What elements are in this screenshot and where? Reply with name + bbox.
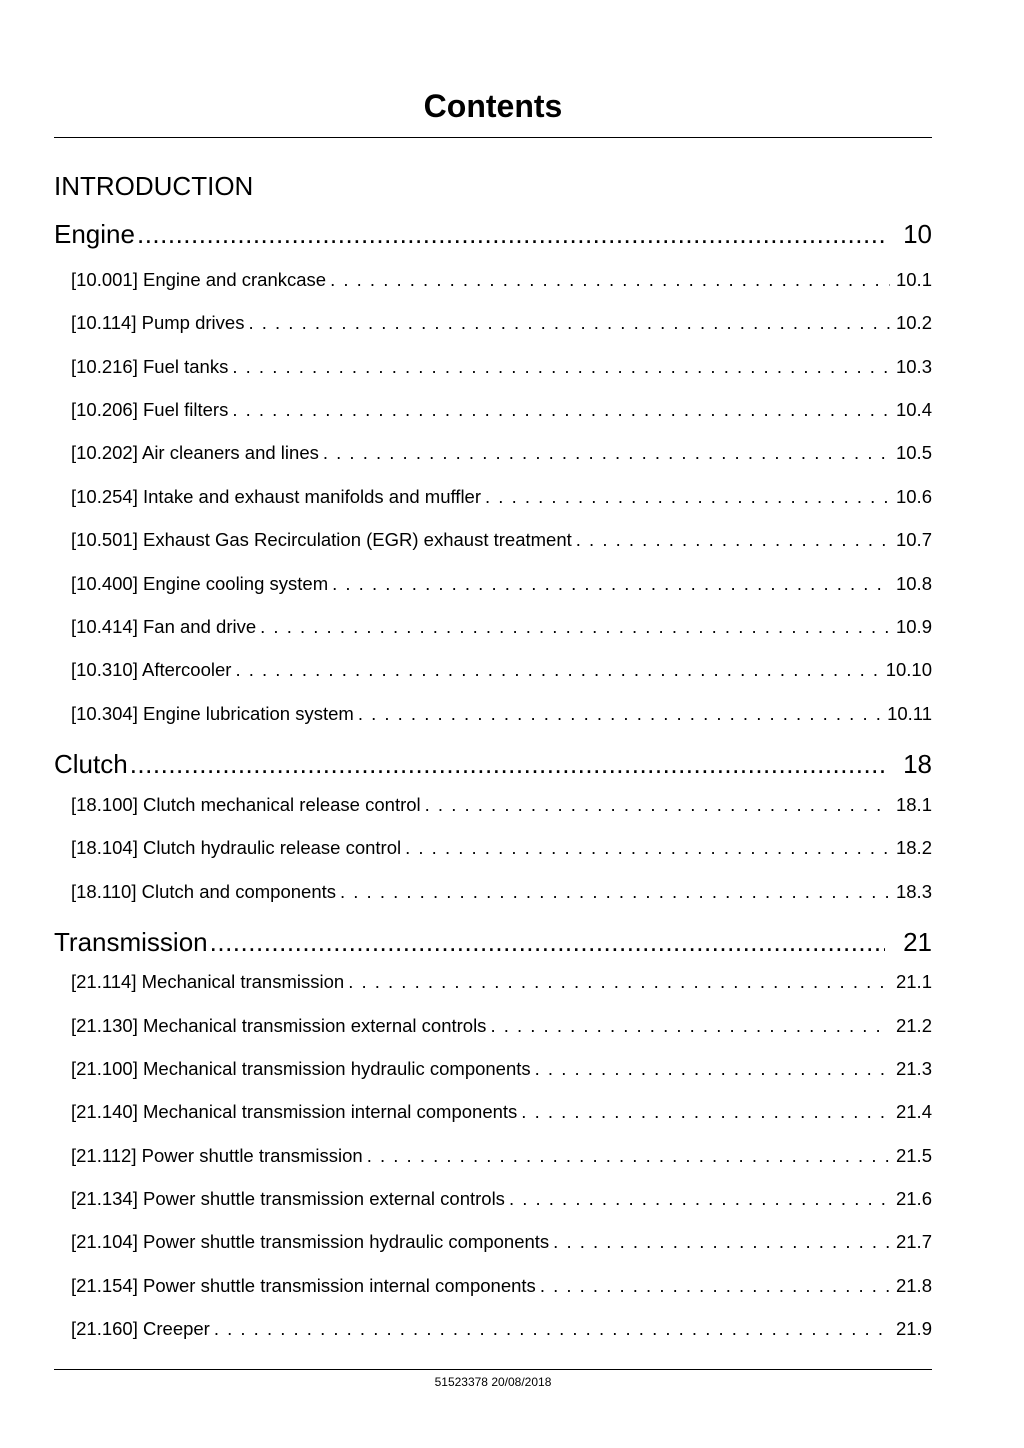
- dot-leader: [535, 1057, 890, 1081]
- toc-entry-label: [10.254] Intake and exhaust manifolds and muffler: [71, 486, 482, 507]
- toc-page-number: 10.10: [885, 659, 932, 680]
- toc-page-number: 21.7: [895, 1231, 932, 1252]
- toc-section-transmission[interactable]: [54, 926, 932, 958]
- toc-entry-label: [10.001] Engine and crankcase: [71, 269, 327, 290]
- toc-entry[interactable]: [71, 880, 932, 904]
- toc-entry-label: [21.112] Power shuttle transmission: [71, 1145, 363, 1166]
- toc-entry[interactable]: [71, 311, 932, 335]
- toc-entry-label: [21.160] Creeper: [71, 1318, 210, 1339]
- toc-page-number: 18.3: [895, 881, 932, 902]
- toc-entry[interactable]: [71, 793, 932, 817]
- toc-page-number: 21.6: [895, 1188, 932, 1209]
- toc-entry[interactable]: [71, 1274, 932, 1298]
- toc-entry[interactable]: [71, 615, 932, 639]
- toc-page-number: 10.9: [895, 616, 932, 637]
- toc-page-number: 10: [903, 219, 932, 249]
- dot-leader: [214, 1317, 890, 1341]
- toc-page-number: 10.5: [895, 442, 932, 463]
- toc-entry[interactable]: [71, 836, 932, 860]
- toc-page-number: 21.8: [895, 1275, 932, 1296]
- toc-entry-label: [18.110] Clutch and components: [71, 881, 336, 902]
- dot-leader: [405, 836, 890, 860]
- toc-entry[interactable]: [71, 1014, 932, 1038]
- toc-entry-label: [10.304] Engine lubrication system: [71, 703, 354, 724]
- toc-page-number: 10.6: [895, 486, 932, 507]
- dot-leader: [137, 218, 885, 250]
- toc-entry[interactable]: [71, 1100, 932, 1124]
- toc-entry[interactable]: [71, 1187, 932, 1211]
- dot-leader: [348, 970, 890, 994]
- toc-section-engine[interactable]: [54, 218, 932, 250]
- dot-leader: [232, 355, 890, 379]
- toc-entry-label: [10.202] Air cleaners and lines: [71, 442, 319, 463]
- toc-page-number: 10.2: [895, 312, 932, 333]
- dot-leader: [358, 702, 881, 726]
- toc-page-number: 21.5: [895, 1145, 932, 1166]
- toc-page-number: 21.1: [895, 971, 932, 992]
- toc-page-number: 21: [903, 927, 932, 957]
- dot-leader: [330, 268, 890, 292]
- toc-entry-label: [10.414] Fan and drive: [71, 616, 257, 637]
- toc-entry[interactable]: [71, 441, 932, 465]
- dot-leader: [332, 572, 890, 596]
- toc-page-number: 21.2: [895, 1015, 932, 1036]
- toc-page-number: 21.4: [895, 1101, 932, 1122]
- toc-page-number: 10.8: [895, 573, 932, 594]
- toc-entry-label: [10.310] Aftercooler: [71, 659, 232, 680]
- dot-leader: [521, 1100, 890, 1124]
- toc-entry-label: [21.114] Mechanical transmission: [71, 971, 345, 992]
- toc-section-clutch[interactable]: [54, 748, 932, 780]
- dot-leader: [485, 485, 890, 509]
- toc-entry-label: [10.501] Exhaust Gas Recirculation (EGR) exhaust treatment: [71, 529, 572, 550]
- title-divider: [54, 137, 932, 138]
- toc-entry-label: [21.134] Power shuttle transmission external controls: [71, 1188, 505, 1209]
- dot-leader: [260, 615, 890, 639]
- toc-entry-label: [18.100] Clutch mechanical release control: [71, 794, 421, 815]
- dot-leader: [130, 748, 885, 780]
- toc-entry-label: [10.206] Fuel filters: [71, 399, 229, 420]
- toc-page-number: 18.2: [895, 837, 932, 858]
- toc-entry[interactable]: [71, 658, 932, 682]
- toc-page-number: 10.3: [895, 356, 932, 377]
- toc-entry[interactable]: [71, 572, 932, 596]
- toc-entry-label: [21.130] Mechanical transmission external controls: [71, 1015, 487, 1036]
- toc-entry-label: [21.154] Power shuttle transmission internal components: [71, 1275, 536, 1296]
- toc-page-number: 18: [903, 749, 932, 779]
- dot-leader: [235, 658, 879, 682]
- dot-leader: [490, 1014, 890, 1038]
- toc-section-label: Clutch: [54, 749, 128, 779]
- dot-leader: [232, 398, 890, 422]
- toc-entry[interactable]: [71, 702, 932, 726]
- toc-entry[interactable]: [71, 485, 932, 509]
- dot-leader: [248, 311, 890, 335]
- toc-entry-label: [10.114] Pump drives: [71, 312, 245, 333]
- toc-entry-label: [10.400] Engine cooling system: [71, 573, 329, 594]
- footer-doc-id-date: 51523378 20/08/2018: [434, 1375, 552, 1389]
- toc-section-label: Engine: [54, 219, 135, 249]
- dot-leader: [509, 1187, 890, 1211]
- toc-page-number: 10.7: [895, 529, 932, 550]
- dot-leader: [553, 1230, 890, 1254]
- toc-entry[interactable]: [71, 1057, 932, 1081]
- toc-entry[interactable]: [71, 528, 932, 552]
- toc-entry[interactable]: [71, 1144, 932, 1168]
- dot-leader: [540, 1274, 890, 1298]
- toc-page-number: 21.3: [895, 1058, 932, 1079]
- toc-entry[interactable]: [71, 1230, 932, 1254]
- toc-page-number: 21.9: [895, 1318, 932, 1339]
- toc-entry[interactable]: [71, 970, 932, 994]
- toc-entry-label: [21.100] Mechanical transmission hydraulic components: [71, 1058, 531, 1079]
- toc-entry[interactable]: [71, 355, 932, 379]
- toc-entry-label: [21.140] Mechanical transmission internal components: [71, 1101, 518, 1122]
- dot-leader: [340, 880, 890, 904]
- dot-leader: [210, 926, 885, 958]
- toc-page-number: 18.1: [895, 794, 932, 815]
- dot-leader: [323, 441, 890, 465]
- toc-entry-label: [10.216] Fuel tanks: [71, 356, 229, 377]
- dot-leader: [576, 528, 890, 552]
- toc-entry[interactable]: [71, 398, 932, 422]
- dot-leader: [425, 793, 890, 817]
- toc-page-number: 10.11: [887, 703, 932, 724]
- toc-entry[interactable]: [71, 268, 932, 292]
- toc-entry[interactable]: [71, 1317, 932, 1341]
- toc-entry-label: [18.104] Clutch hydraulic release control: [71, 837, 402, 858]
- toc-page-number: 10.4: [895, 399, 932, 420]
- toc-section-label: Transmission: [54, 927, 208, 957]
- page-title: Contents: [423, 88, 563, 124]
- footer-divider: [54, 1369, 932, 1370]
- dot-leader: [367, 1144, 890, 1168]
- toc-entry-label: [21.104] Power shuttle transmission hydraulic components: [71, 1231, 550, 1252]
- toc-introduction[interactable]: INTRODUCTION: [54, 171, 254, 201]
- toc-page-number: 10.1: [895, 269, 932, 290]
